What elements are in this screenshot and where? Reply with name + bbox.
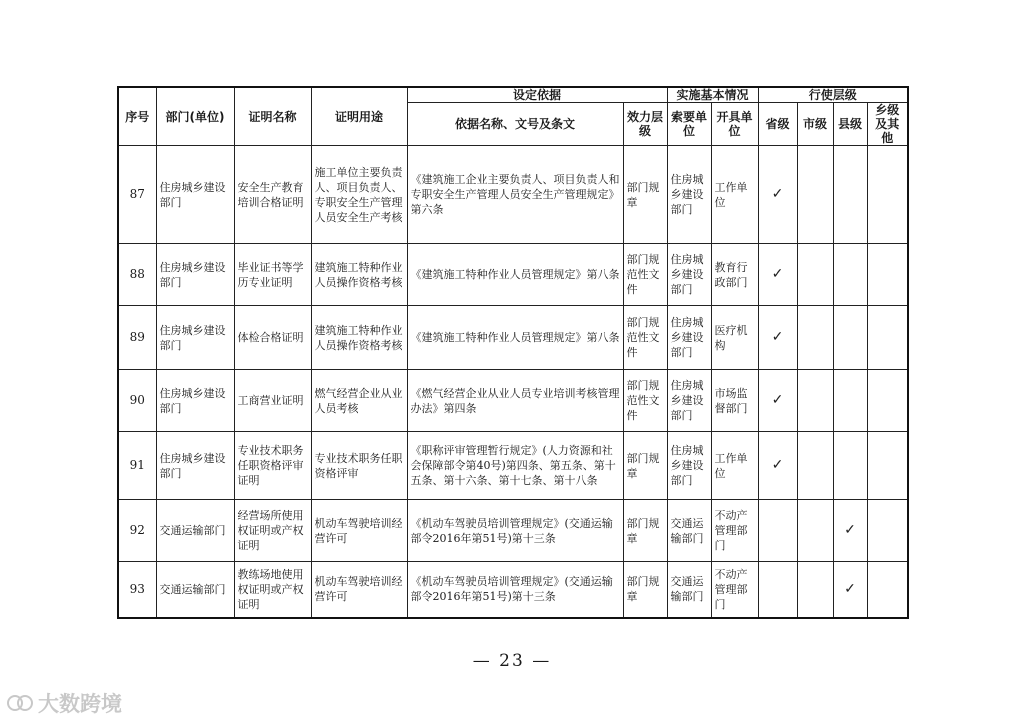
cell-cert-name: 专业技术职务任职资格评审证明 [234, 432, 311, 500]
cell-county [833, 244, 867, 306]
table-row [118, 244, 908, 306]
header-cert-name: 证明名称 [234, 87, 311, 146]
watermark-text: 大数跨境 [38, 692, 122, 716]
cell-provincial [758, 562, 797, 618]
cell-issuing-unit: 不动产管理部门 [711, 500, 758, 562]
cell-department: 住房城乡建设部门 [156, 306, 234, 370]
cell-seq: 89 [118, 306, 156, 370]
cell-requesting-unit: 住房城乡建设部门 [667, 306, 711, 370]
cell-cert-name: 教练场地使用权证明或产权证明 [234, 562, 311, 618]
cell-basis-name: 《建筑施工企业主要负责人、项目负责人和专职安全生产管理人员安全生产管理规定》第六条 [407, 146, 623, 244]
cell-municipal [797, 500, 833, 562]
check-icon-provincial: ✓ [758, 306, 797, 370]
cell-seq: 91 [118, 432, 156, 500]
cell-cert-name: 毕业证书等学历专业证明 [234, 244, 311, 306]
check-icon-county: ✓ [833, 562, 867, 618]
table-row [118, 306, 908, 370]
cell-cert-use: 建筑施工特种作业人员操作资格考核 [311, 244, 407, 306]
cell-department: 住房城乡建设部门 [156, 146, 234, 244]
check-icon-provincial: ✓ [758, 432, 797, 500]
cell-issuing-unit: 医疗机构 [711, 306, 758, 370]
table-row [118, 432, 908, 500]
cell-issuing-unit: 不动产管理部门 [711, 562, 758, 618]
cell-cert-name: 安全生产教育培训合格证明 [234, 146, 311, 244]
table-row [118, 500, 908, 562]
cell-county [833, 146, 867, 244]
cell-requesting-unit: 住房城乡建设部门 [667, 432, 711, 500]
header-basis-group: 设定依据 [407, 87, 667, 103]
cell-department: 住房城乡建设部门 [156, 370, 234, 432]
header-township: 乡级及其他 [867, 103, 908, 146]
cell-township [867, 500, 908, 562]
header-provincial: 省级 [758, 103, 797, 146]
table-row [118, 562, 908, 618]
cell-cert-name: 经营场所使用权证明或产权证明 [234, 500, 311, 562]
cell-seq: 93 [118, 562, 156, 618]
cell-county [833, 306, 867, 370]
cell-cert-use: 机动车驾驶培训经营许可 [311, 562, 407, 618]
header-department: 部门(单位) [156, 87, 234, 146]
cell-issuing-unit: 教育行政部门 [711, 244, 758, 306]
cell-department: 交通运输部门 [156, 500, 234, 562]
cell-municipal [797, 146, 833, 244]
cell-township [867, 562, 908, 618]
cell-requesting-unit: 交通运输部门 [667, 500, 711, 562]
cell-seq: 88 [118, 244, 156, 306]
cell-cert-use: 燃气经营企业从业人员考核 [311, 370, 407, 432]
cell-basis-name: 《机动车驾驶员培训管理规定》(交通运输部令2016年第51号)第十三条 [407, 562, 623, 618]
header-municipal: 市级 [797, 103, 833, 146]
header-level-group: 行使层级 [758, 87, 908, 103]
page-number: — 23 — [472, 651, 552, 671]
cell-issuing-unit: 工作单位 [711, 146, 758, 244]
cell-township [867, 432, 908, 500]
cell-cert-name: 体检合格证明 [234, 306, 311, 370]
header-county: 县级 [833, 103, 867, 146]
cell-municipal [797, 370, 833, 432]
cell-cert-name: 工商营业证明 [234, 370, 311, 432]
cell-basis-name: 《机动车驾驶员培训管理规定》(交通运输部令2016年第51号)第十三条 [407, 500, 623, 562]
cell-provincial [758, 500, 797, 562]
cell-basis-level: 部门规章 [623, 500, 667, 562]
table-row [118, 370, 908, 432]
cell-basis-level: 部门规章 [623, 432, 667, 500]
cell-department: 住房城乡建设部门 [156, 432, 234, 500]
header-impl-group: 实施基本情况 [667, 87, 758, 103]
header-requesting-unit: 索要单位 [667, 103, 711, 146]
cell-county [833, 370, 867, 432]
cell-issuing-unit: 工作单位 [711, 432, 758, 500]
table-row [118, 146, 908, 244]
cell-cert-use: 机动车驾驶培训经营许可 [311, 500, 407, 562]
cell-basis-name: 《燃气经营企业从业人员专业培训考核管理办法》第四条 [407, 370, 623, 432]
cell-department: 交通运输部门 [156, 562, 234, 618]
cell-township [867, 306, 908, 370]
cell-basis-level: 部门规章 [623, 562, 667, 618]
cell-cert-use: 建筑施工特种作业人员操作资格考核 [311, 306, 407, 370]
cell-township [867, 146, 908, 244]
cell-requesting-unit: 住房城乡建设部门 [667, 146, 711, 244]
cell-basis-level: 部门规范性文件 [623, 306, 667, 370]
cell-basis-level: 部门规章 [623, 146, 667, 244]
cell-municipal [797, 306, 833, 370]
cell-municipal [797, 562, 833, 618]
cell-county [833, 432, 867, 500]
cell-requesting-unit: 住房城乡建设部门 [667, 370, 711, 432]
check-icon-county: ✓ [833, 500, 867, 562]
cell-municipal [797, 244, 833, 306]
watermark-logo-icon [6, 692, 34, 714]
cell-basis-level: 部门规范性文件 [623, 370, 667, 432]
certificate-table [117, 86, 909, 619]
header-cert-use: 证明用途 [311, 87, 407, 146]
cell-basis-name: 《职称评审管理暂行规定》(人力资源和社会保障部令第40号)第四条、第五条、第十五条、第十六条、第十七条、第十八条 [407, 432, 623, 500]
header-issuing-unit: 开具单位 [711, 103, 758, 146]
cell-basis-level: 部门规范性文件 [623, 244, 667, 306]
cell-township [867, 244, 908, 306]
cell-basis-name: 《建筑施工特种作业人员管理规定》第八条 [407, 244, 623, 306]
cell-basis-name: 《建筑施工特种作业人员管理规定》第八条 [407, 306, 623, 370]
cell-township [867, 370, 908, 432]
header-basis-name: 依据名称、文号及条文 [407, 103, 623, 146]
cell-requesting-unit: 住房城乡建设部门 [667, 244, 711, 306]
cell-requesting-unit: 交通运输部门 [667, 562, 711, 618]
cell-seq: 87 [118, 146, 156, 244]
check-icon-provincial: ✓ [758, 370, 797, 432]
check-icon-provincial: ✓ [758, 244, 797, 306]
cell-cert-use: 施工单位主要负责人、项目负责人、专职安全生产管理人员安全生产考核 [311, 146, 407, 244]
cell-seq: 90 [118, 370, 156, 432]
cell-seq: 92 [118, 500, 156, 562]
cell-cert-use: 专业技术职务任职资格评审 [311, 432, 407, 500]
header-basis-level: 效力层级 [623, 103, 667, 146]
watermark [6, 688, 122, 718]
cell-issuing-unit: 市场监督部门 [711, 370, 758, 432]
certificate-table-container [117, 86, 907, 619]
header-seq: 序号 [118, 87, 156, 146]
cell-department: 住房城乡建设部门 [156, 244, 234, 306]
check-icon-provincial: ✓ [758, 146, 797, 244]
cell-municipal [797, 432, 833, 500]
